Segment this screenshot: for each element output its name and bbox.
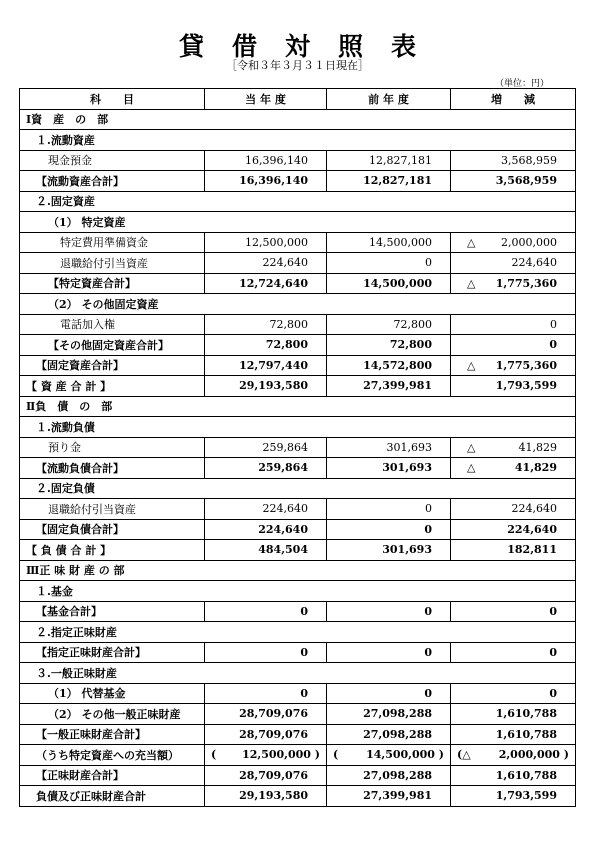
table-row [20, 601, 576, 622]
row-label: （1） 特定資産 [20, 212, 576, 233]
decrease-mark: △ [467, 461, 476, 475]
current-year-value: 484,504 [205, 540, 327, 561]
change-value [451, 273, 576, 294]
cell-value: 224,640 [511, 256, 557, 270]
current-year-value: 29,193,580 [205, 376, 327, 397]
row-label: （2） その他一般正味財産 [20, 704, 205, 725]
row-label: 【固定資産合計】 [20, 355, 205, 376]
previous-year-value: 27,098,288 [327, 765, 451, 786]
row-label: 退職給付引当資産 [20, 253, 205, 274]
current-year-value: 224,640 [205, 519, 327, 540]
current-year-value: 259,864 [205, 458, 327, 479]
cell-value: 1,775,360 [495, 358, 557, 372]
table-row [20, 437, 576, 458]
change-value [451, 335, 576, 356]
change-value [451, 745, 576, 766]
previous-year-value: 0 [327, 642, 451, 663]
header-row [20, 89, 576, 110]
current-year-value: 0 [205, 683, 327, 704]
row-label: 現金預金 [20, 150, 205, 171]
row-label: １.流動負債 [20, 417, 576, 438]
table-row [20, 724, 576, 745]
table-row [20, 499, 576, 520]
current-year-value: 12,500,000 [205, 232, 327, 253]
paren-open: ( [333, 748, 339, 762]
row-label: （2） その他固定資産 [20, 294, 576, 315]
table-row [20, 704, 576, 725]
row-label: 特定費用準備資金 [20, 232, 205, 253]
cell-value: 3,568,959 [495, 174, 557, 188]
decrease-mark: △ [467, 235, 476, 249]
header-item: 科 目 [20, 89, 205, 110]
current-year-value: 0 [205, 601, 327, 622]
previous-year-value: 14,500,000 [327, 232, 451, 253]
current-year-value: 16,396,140 [205, 171, 327, 192]
current-year-value: 28,709,076 [205, 724, 327, 745]
cell-value: 1,793,599 [495, 789, 557, 803]
row-label: 【流動負債合計】 [20, 458, 205, 479]
change-value [451, 765, 576, 786]
change-value [451, 437, 576, 458]
table-row [20, 458, 576, 479]
previous-year-value: 27,399,981 [327, 786, 451, 807]
current-year-value [205, 745, 327, 766]
section-row [20, 109, 576, 130]
decrease-mark: △ [467, 276, 476, 290]
section-row [20, 478, 576, 499]
row-label: ２.固定資産 [20, 191, 576, 212]
row-label: 退職給付引当資産 [20, 499, 205, 520]
cell-value: 0 [549, 686, 557, 700]
cell-value: 41,829 [514, 461, 557, 475]
decrease-mark: △ [467, 358, 476, 372]
cell-value: 224,640 [511, 502, 557, 516]
section-row [20, 212, 576, 233]
previous-year-value: 12,827,181 [327, 150, 451, 171]
section-row [20, 191, 576, 212]
row-label: 電話加入権 [20, 314, 205, 335]
cell-value: 1,610,788 [495, 727, 557, 741]
previous-year-value: 301,693 [327, 437, 451, 458]
change-value [451, 458, 576, 479]
cell-value: 1,775,360 [495, 276, 557, 290]
cell-value: 2,000,000 [498, 748, 560, 762]
table-row [20, 642, 576, 663]
decrease-mark: △ [467, 440, 476, 454]
decrease-mark: △ [462, 748, 471, 762]
previous-year-value: 12,827,181 [327, 171, 451, 192]
previous-year-value: 72,800 [327, 314, 451, 335]
row-label: 【一般正味財産合計】 [20, 724, 205, 745]
change-value [451, 314, 576, 335]
table-row [20, 314, 576, 335]
change-value [451, 519, 576, 540]
change-value [451, 376, 576, 397]
row-label: Ⅱ負 債 の 部 [20, 396, 576, 417]
previous-year-value: 301,693 [327, 458, 451, 479]
previous-year-value: 0 [327, 601, 451, 622]
cell-value: 1,793,599 [495, 379, 557, 393]
cell-value: 224,640 [507, 522, 557, 536]
unit-label: （単位：円） [495, 79, 550, 89]
cell-value: 0 [549, 645, 557, 659]
previous-year-value: 0 [327, 519, 451, 540]
row-label: 【特定資産合計】 [20, 273, 205, 294]
row-label: Ⅰ資 産 の 部 [20, 109, 576, 130]
current-year-value: 29,193,580 [205, 786, 327, 807]
section-row [20, 294, 576, 315]
paren-value: 14,500,000 ) [366, 748, 444, 762]
document-date: ［令和３年３月３１日現在］ [226, 59, 369, 72]
previous-year-value: 0 [327, 683, 451, 704]
previous-year-value: 72,800 [327, 335, 451, 356]
paren-open: ( [211, 748, 217, 762]
section-row [20, 622, 576, 643]
change-value [451, 253, 576, 274]
table-row [20, 232, 576, 253]
section-row [20, 396, 576, 417]
change-value [451, 601, 576, 622]
row-label: 【流動資産合計】 [20, 171, 205, 192]
table-row [20, 786, 576, 807]
row-label: 【 負 債 合 計 】 [20, 540, 205, 561]
previous-year-value: 0 [327, 499, 451, 520]
row-label: 【その他固定資産合計】 [20, 335, 205, 356]
section-row [20, 130, 576, 151]
previous-year-value: 14,572,800 [327, 355, 451, 376]
section-row [20, 663, 576, 684]
row-label: １.基金 [20, 581, 576, 602]
previous-year-value: 0 [327, 253, 451, 274]
row-label: ３.一般正味財産 [20, 663, 576, 684]
table-row [20, 150, 576, 171]
balance-sheet-table [19, 88, 576, 807]
section-row [20, 581, 576, 602]
paren-open: (△ [457, 748, 471, 762]
row-label: （1） 代替基金 [20, 683, 205, 704]
change-value [451, 150, 576, 171]
change-value [451, 704, 576, 725]
cell-value: 0 [549, 338, 557, 352]
current-year-value: 72,800 [205, 314, 327, 335]
cell-value: 0 [549, 604, 557, 618]
change-value [451, 499, 576, 520]
table-row [20, 765, 576, 786]
cell-value: 41,829 [518, 440, 557, 454]
current-year-value: 224,640 [205, 499, 327, 520]
row-label: （うち特定資産への充当額） [20, 745, 205, 766]
current-year-value: 12,724,640 [205, 273, 327, 294]
row-label: 【固定負債合計】 [20, 519, 205, 540]
header-change: 増 減 [451, 89, 576, 110]
change-value [451, 724, 576, 745]
row-label: 【 資 産 合 計 】 [20, 376, 205, 397]
change-value [451, 171, 576, 192]
cell-value: 0 [550, 317, 557, 331]
table-row [20, 683, 576, 704]
previous-year-value [327, 745, 451, 766]
cell-value: 2,000,000 [501, 235, 557, 249]
change-value [451, 232, 576, 253]
cell-value: 182,811 [507, 543, 557, 557]
cell-value: 12,500,000 [242, 748, 311, 762]
table-row [20, 745, 576, 766]
header-current-year: 当 年 度 [205, 89, 327, 110]
previous-year-value: 27,399,981 [327, 376, 451, 397]
section-row [20, 560, 576, 581]
row-label: 【基金合計】 [20, 601, 205, 622]
row-label: Ⅲ正 味 財 産 の 部 [20, 560, 576, 581]
current-year-value: 259,864 [205, 437, 327, 458]
current-year-value: 16,396,140 [205, 150, 327, 171]
cell-value: 1,610,788 [495, 768, 557, 782]
current-year-value: 224,640 [205, 253, 327, 274]
current-year-value: 28,709,076 [205, 765, 327, 786]
table-row [20, 335, 576, 356]
table-row [20, 519, 576, 540]
current-year-value: 72,800 [205, 335, 327, 356]
table-row [20, 376, 576, 397]
change-value [451, 540, 576, 561]
current-year-value: 12,797,440 [205, 355, 327, 376]
change-value [451, 683, 576, 704]
table-row [20, 253, 576, 274]
section-row [20, 417, 576, 438]
row-label: 【指定正味財産合計】 [20, 642, 205, 663]
cell-value: 3,568,959 [501, 153, 557, 167]
row-label: 預り金 [20, 437, 205, 458]
previous-year-value: 27,098,288 [327, 704, 451, 725]
cell-value: 1,610,788 [495, 707, 557, 721]
row-label: ２.固定負債 [20, 478, 576, 499]
change-value [451, 786, 576, 807]
table-row [20, 355, 576, 376]
table-row [20, 540, 576, 561]
previous-year-value: 14,500,000 [327, 273, 451, 294]
cell-value: 14,500,000 [366, 748, 435, 762]
change-value [451, 355, 576, 376]
header-previous-year: 前 年 度 [327, 89, 451, 110]
row-label: ２.指定正味財産 [20, 622, 576, 643]
table-row [20, 273, 576, 294]
document-title: 貸借対照表 [178, 32, 444, 61]
previous-year-value: 301,693 [327, 540, 451, 561]
current-year-value: 0 [205, 642, 327, 663]
change-value [451, 642, 576, 663]
row-label: 負債及び正味財産合計 [20, 786, 205, 807]
row-label: １.流動資産 [20, 130, 576, 151]
current-year-value: 28,709,076 [205, 704, 327, 725]
row-label: 【正味財産合計】 [20, 765, 205, 786]
previous-year-value: 27,098,288 [327, 724, 451, 745]
paren-value: 2,000,000 ) [498, 748, 569, 762]
paren-value: 12,500,000 ) [242, 748, 320, 762]
table-row [20, 171, 576, 192]
